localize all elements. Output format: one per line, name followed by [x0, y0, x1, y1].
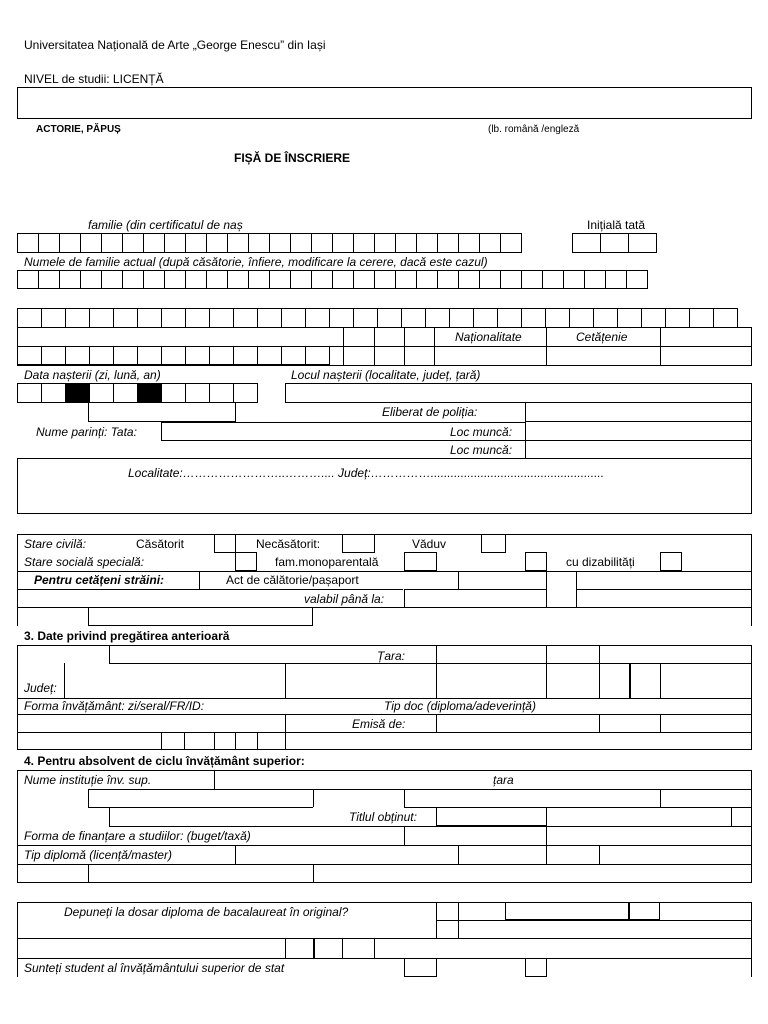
section-4-country-label: țara: [493, 773, 514, 787]
birth-name-cells[interactable]: [17, 233, 521, 253]
bacc-no-field[interactable]: [629, 902, 660, 920]
issued-by-label: Eliberat de poliția:: [382, 405, 478, 419]
address-label: Localitate:……………………..……….... Județ:……………....................................................: [128, 466, 605, 480]
student-question-label: Sunteți student al învățământului superior de stat: [24, 961, 285, 975]
social-status-checkbox[interactable]: [235, 552, 257, 571]
unmarried-checkbox[interactable]: [342, 534, 375, 553]
section-3-title: 3. Date privind pregătirea anterioară: [24, 629, 230, 643]
travel-doc-field[interactable]: [458, 571, 547, 590]
student-yes-checkbox[interactable]: [404, 958, 437, 977]
education-form-label: Forma învățământ: zi/seral/FR/ID:: [24, 699, 205, 713]
current-name-cells[interactable]: [17, 270, 647, 289]
disability-label: cu dizabilități: [566, 555, 635, 569]
social-status-label: Stare socială specială:: [24, 555, 145, 569]
widowed-label: Văduv: [412, 537, 447, 551]
form-title: FIȘĂ DE ÎNSCRIERE: [234, 151, 351, 165]
doc-type-label: Tip doc (diploma/adeverință): [384, 699, 536, 713]
married-label: Căsătorit: [136, 537, 185, 551]
foreigners-label: Pentru cetățeni străini:: [34, 573, 165, 587]
workplace-1-label: Loc muncă:: [450, 425, 513, 439]
section-3-issued-by-label: Emisă de:: [352, 717, 406, 731]
diploma-type-label: Tip diplomă (licență/master): [24, 848, 172, 862]
title-obtained-field[interactable]: [436, 807, 547, 826]
id-number-cells[interactable]: [17, 346, 329, 365]
university-name: Universitatea Națională de Arte „George Enescu” din Iași: [24, 38, 326, 52]
parents-label: Nume parinți: Tata:: [36, 425, 137, 439]
workplace-2-label: Loc muncă:: [450, 443, 513, 457]
travel-doc-extra-field[interactable]: [576, 571, 752, 590]
language-note: (lb. română /engleză: [488, 124, 580, 135]
father-initial-cells[interactable]: [572, 233, 656, 253]
nationality-label: Naționalitate: [455, 330, 522, 344]
birth-date-cells[interactable]: [17, 383, 257, 403]
study-level: NIVEL de studii: LICENȚĂ: [24, 72, 164, 86]
bacc-yes-field[interactable]: [505, 902, 629, 920]
civil-status-label: Stare civilă:: [24, 537, 87, 551]
father-initial-label: Inițială tată: [587, 218, 646, 232]
valid-until-field[interactable]: [404, 589, 547, 608]
id-series-field[interactable]: [88, 402, 236, 422]
institution-label: Nume instituție înv. sup.: [24, 773, 152, 787]
valid-until-extra-field[interactable]: [576, 589, 752, 608]
unmarried-label: Necăsătorit:: [256, 537, 321, 551]
single-parent-label: fam.monoparentală: [275, 555, 379, 569]
financing-label: Forma de finanțare a studiilor: (buget/taxă): [24, 829, 251, 843]
citizenship-label: Cetățenie: [576, 330, 628, 344]
disability-checkbox[interactable]: [660, 552, 682, 571]
birth-name-label: familie (din certificatul de naș: [88, 218, 243, 232]
section-3-country-label: Țara:: [377, 649, 406, 663]
valid-until-label: valabil până la:: [304, 592, 385, 606]
birth-place-label: Locul nașterii (localitate, județ, țară): [291, 368, 481, 382]
level-input-box[interactable]: [17, 87, 752, 119]
married-checkbox[interactable]: [214, 534, 236, 553]
travel-doc-label: Act de călătorie/pașaport: [226, 573, 359, 587]
specialization: ACTORIE, PĂPUȘ: [36, 124, 121, 135]
student-no-checkbox[interactable]: [525, 958, 547, 977]
special-status-checkbox[interactable]: [525, 552, 547, 571]
section-4-title: 4. Pentru absolvent de ciclu învățământ superior:: [24, 754, 305, 768]
bacc-question-label: Depuneți la dosar diploma de bacalaureat în original?: [64, 905, 349, 919]
issued-by-field[interactable]: [525, 402, 752, 422]
current-name-label: Numele de familie actual (după căsătorie, înfiere, modificare la cerere, dacă este cazul): [24, 255, 488, 269]
county-label: Județ:: [24, 681, 57, 695]
title-obtained-label: Titlul obținut:: [349, 810, 417, 824]
foreigner-extra-field[interactable]: [88, 607, 313, 626]
first-name-cells[interactable]: [17, 308, 737, 328]
birth-place-field[interactable]: [285, 383, 752, 403]
widowed-checkbox[interactable]: [481, 534, 506, 553]
single-parent-checkbox[interactable]: [404, 552, 437, 571]
birth-date-label: Data nașterii (zi, lună, an): [24, 368, 161, 382]
